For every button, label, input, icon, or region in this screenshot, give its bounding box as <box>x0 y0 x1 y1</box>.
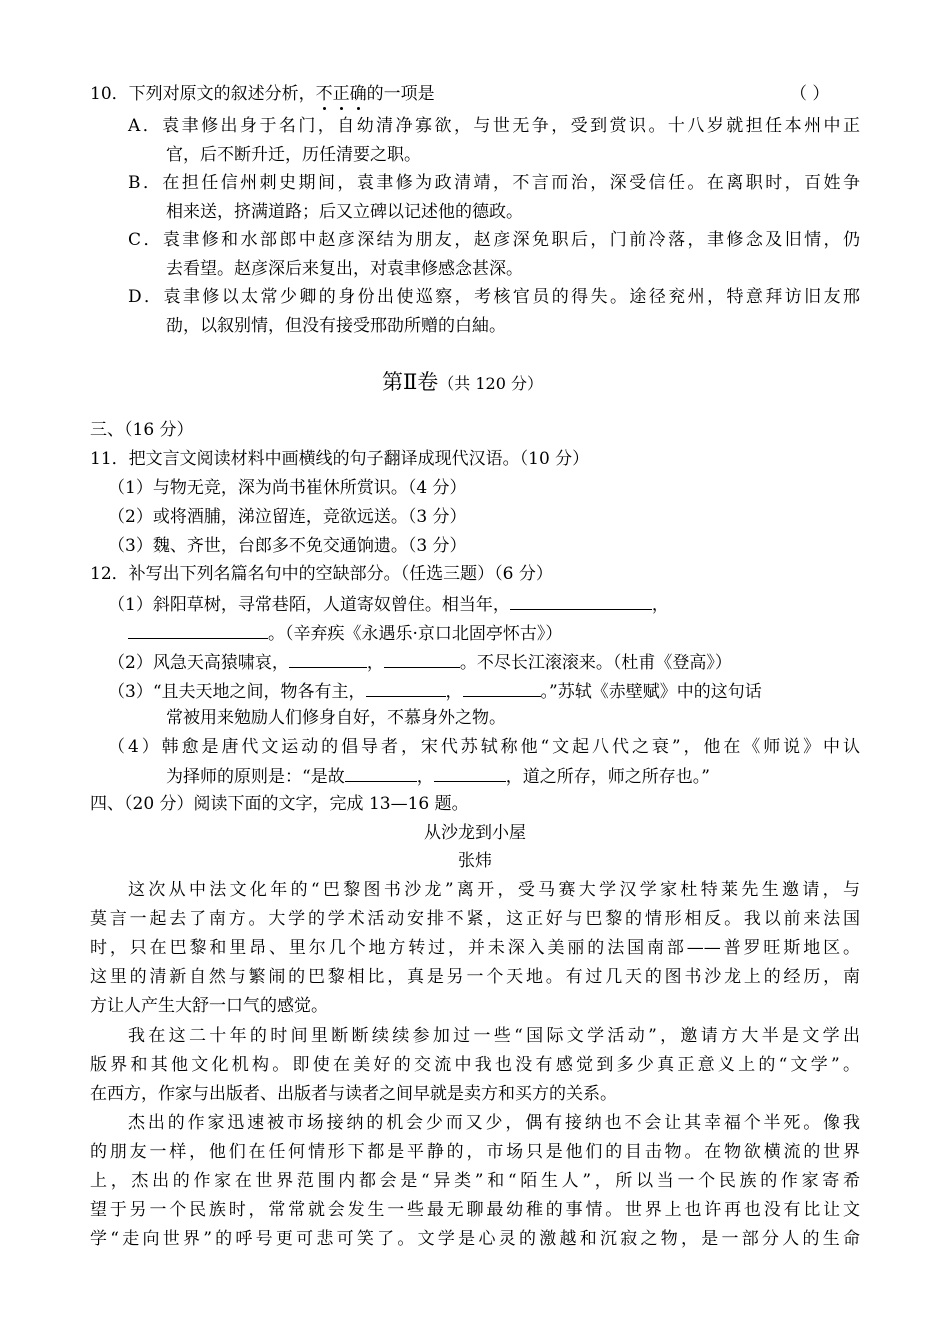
paragraph-line: 这次从中法文化年的“巴黎图书沙龙”离开，受马赛大学汉学家杜特莱先生邀请，与 <box>128 880 860 900</box>
option-c-line1: C．袁聿修和水部郎中赵彦深结为朋友，赵彦深免职后，门前冷落，聿修念及旧情，仍 <box>128 230 860 250</box>
paragraph-line: 莫言一起去了南方。大学的学术活动安排不紧，这正好与巴黎的情形相反。我以前来法国 <box>90 909 860 929</box>
q12-item-1-line2: 。（辛弃疾《永遇乐·京口北固亭怀古》） <box>128 622 562 644</box>
answer-blank[interactable] <box>345 765 417 782</box>
answer-blank[interactable] <box>434 765 506 782</box>
paragraph-line: 望于另一个民族时，常常就会发生一些最无聊最幼稚的事情。世界上也许再也没有比让文 <box>90 1200 860 1220</box>
q12-stem: 12．补写出下列名篇名句中的空缺部分。（任选三题）（6 分） <box>90 564 553 584</box>
section-title: 第Ⅱ卷（共 120 分） <box>382 370 543 394</box>
answer-blank[interactable] <box>289 651 367 668</box>
option-a-line1: A．袁聿修出身于名门，自幼清净寡欲，与世无争，受到赏识。十八岁就担任本州中正 <box>128 116 860 136</box>
emphasis-char: 确 <box>349 84 367 104</box>
q12-item-3-line1: （3）“且夫天地之间，物各有主， ， 。”苏轼《赤壁赋》中的这句话 <box>108 682 762 702</box>
option-b-line2: 相来送，挤满道路；后又立碑以记述他的德政。 <box>166 202 523 222</box>
answer-blank[interactable] <box>463 680 541 697</box>
paragraph-line: 这里的清新自然与繁闹的巴黎相比，真是另一个天地。有过几天的图书沙龙上的经历，南 <box>90 967 860 987</box>
answer-blank[interactable] <box>128 622 268 639</box>
q12-item-4-line1: （4）韩愈是唐代文运动的倡导者，宋代苏轼称他“文起八代之衰”，他在《师说》中认 <box>108 737 860 757</box>
emphasis-char: 正 <box>332 84 350 104</box>
q10-stem: 10．下列对原文的叙述分析，不正确的一项是 <box>90 84 435 104</box>
answer-bracket: （ ） <box>790 84 830 104</box>
emphasis-char: 不 <box>315 84 333 104</box>
article-title: 从沙龙到小屋 <box>424 823 526 843</box>
paragraph-line: 上，杰出的作家在世界范围内都会是“异类”和“陌生人”，所以当一个民族的作家寄希 <box>90 1171 860 1191</box>
paragraph-line: 学“走向世界”的呼号更可悲可笑了。文学是心灵的激越和沉寂之物，是一部分人的生命 <box>90 1229 860 1249</box>
part3-heading: 三、（16 分） <box>90 420 194 440</box>
q12-item-1-line1: （1）斜阳草树，寻常巷陌，人道寄奴曾住。相当年， ， <box>108 595 669 615</box>
part4-heading: 四、（20 分）阅读下面的文字，完成 13—16 题。 <box>90 794 469 814</box>
paragraph-line: 的朋友一样，他们在任何情形下都是平静的，市场只是他们的目击物。在物欲横流的世界 <box>90 1142 860 1162</box>
option-a-line2: 官，后不断升迁，历任清要之职。 <box>166 145 421 165</box>
q11-item-2: （2）或将酒脯，涕泣留连，竞欲远送。（3 分） <box>108 507 467 527</box>
paragraph-line: 我在这二十年的时间里断断续续参加过一些“国际文学活动”，邀请方大半是文学出 <box>128 1026 860 1046</box>
paragraph-line: 时，只在巴黎和里昂、里尔几个地方转过，并未深入美丽的法国南部——普罗旺斯地区。 <box>90 938 860 958</box>
q12-item-4-line2: 为择师的原则是：“是故 ， ，道之所存，师之所存也。” <box>166 767 710 787</box>
option-d-line1: D．袁聿修以太常少卿的身份出使巡察，考核官员的得失。途径兖州，特意拜访旧友邢 <box>128 287 860 307</box>
option-d-line2: 劭，以叙别情，但没有接受邢劭所赠的白紬。 <box>166 316 506 336</box>
q12-item-3-line2: 常被用来勉励人们修身自好，不慕身外之物。 <box>166 708 506 728</box>
paragraph-line: 方让人产生大舒一口气的感觉。 <box>90 996 328 1016</box>
answer-blank[interactable] <box>510 593 652 610</box>
q12-item-2: （2）风急天高猿啸哀， ， 。不尽长江滚滚来。（杜甫《登高》） <box>108 653 732 673</box>
paragraph-line: 版界和其他文化机构。即使在美好的交流中我也没有感觉到多少真正意义上的“文学”。 <box>90 1055 860 1075</box>
article-author: 张炜 <box>458 851 492 871</box>
answer-blank[interactable] <box>366 680 446 697</box>
option-c-line2: 去看望。赵彦深后来复出，对袁聿修感念甚深。 <box>166 259 523 279</box>
q11-item-1: （1）与物无竞，深为尚书崔休所赏识。（4 分） <box>108 478 467 498</box>
paragraph-line: 在西方，作家与出版者、出版者与读者之间早就是卖方和买方的关系。 <box>90 1084 617 1104</box>
paragraph-line: 杰出的作家迅速被市场接纳的机会少而又少，偶有接纳也不会让其幸福个半死。像我 <box>128 1113 860 1133</box>
q11-stem: 11．把文言文阅读材料中画横线的句子翻译成现代汉语。（10 分） <box>90 449 590 469</box>
q11-item-3: （3）魏、齐世，台郎多不免交通饷遗。（3 分） <box>108 536 467 556</box>
option-b-line1: B．在担任信州刺史期间，袁聿修为政清靖，不言而治，深受信任。在离职时，百姓争 <box>128 173 860 193</box>
answer-blank[interactable] <box>384 651 460 668</box>
